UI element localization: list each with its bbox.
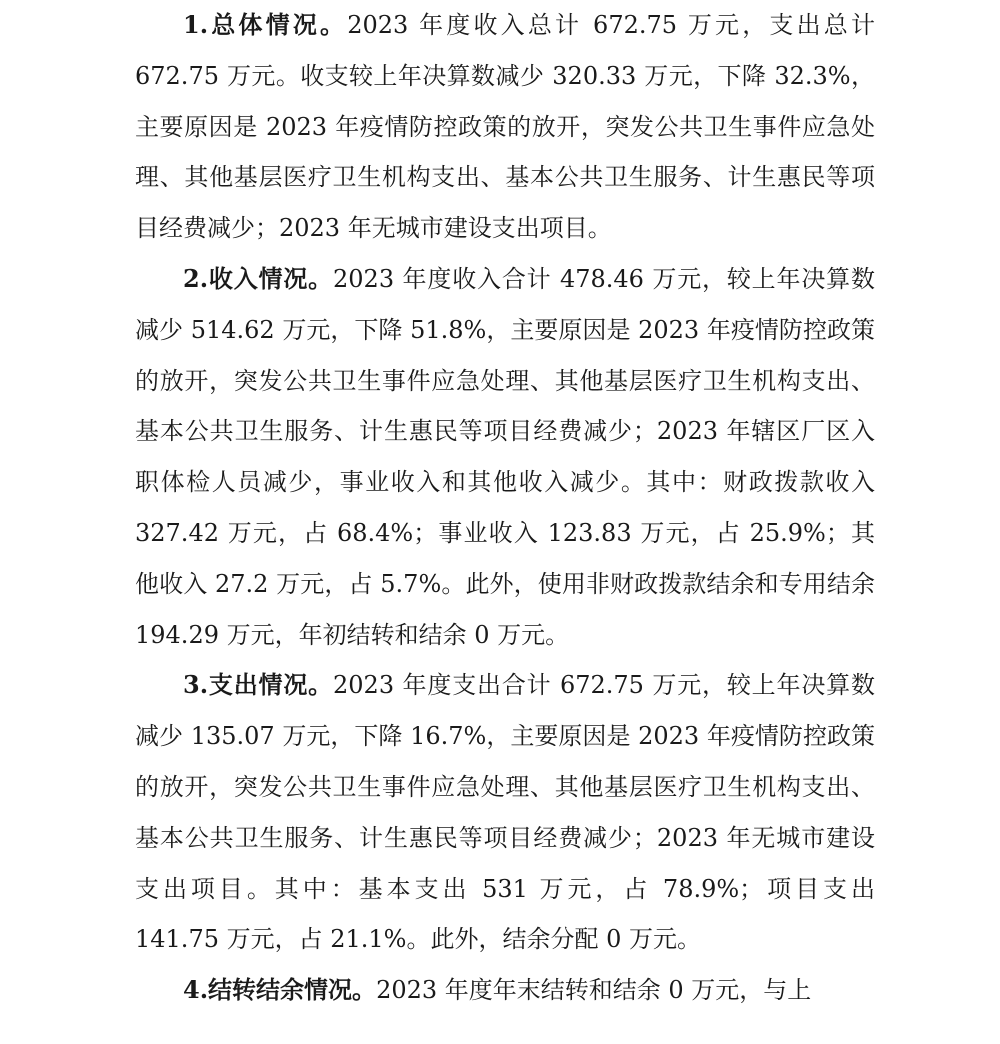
text-expenditure: 2023 年度支出合计 672.75 万元，较上年决算数减少 135.07 万元，下降 16.7%，主要原因是 2023 年疫情防控政策的放开，突发公共卫生事件应急处理、其他基层医疗卫生机构支出、基本公共卫生服务、计生惠民等项目经费减少；2023 年无城市建设支出项目。其中：基本支出 531 万元，占 78.9%；项目支出 141.75 万元，占 21.1%。此外，结余分配 0 万元。 bbox=[135, 671, 875, 954]
text-overall: 2023 年度收入总计 672.75 万元，支出总计 672.75 万元。收支较上年决算数减少 320.33 万元，下降 32.3%，主要原因是 2023 年疫情防控政策的放开，突发公共卫生事件应急处理、其他基层医疗卫生机构支出、基本公共卫生服务、计生惠民等项目经费减少；2023 年无城市建设支出项目。 bbox=[135, 11, 875, 243]
heading-balance: 4.结转结余情况。 bbox=[183, 975, 377, 1005]
heading-income: 2.收入情况。 bbox=[183, 263, 334, 293]
paragraph-balance bbox=[135, 965, 875, 1016]
document-body bbox=[135, 0, 875, 1016]
heading-overall: 1.总体情况。 bbox=[183, 10, 348, 39]
text-income: 2023 年度收入合计 478.46 万元，较上年决算数减少 514.62 万元，下降 51.8%，主要原因是 2023 年疫情防控政策的放开，突发公共卫生事件应急处理、其他基层医疗卫生机构支出、基本公共卫生服务、计生惠民等项目经费减少；2023 年辖区厂区入职体检人员减少，事业收入和其他收入减少。其中：财政拨款收入 327.42 万元，占 68.4%；事业收入 123.83 万元，占 25.9%；其他收入 27.2 万元，占 5.7%。此外，使用非财政拨款结余和专用结余 194.29 万元，年初结转和结余 0 万元。 bbox=[135, 264, 875, 649]
paragraph-income bbox=[135, 254, 875, 660]
heading-expenditure: 3.支出情况。 bbox=[183, 670, 334, 700]
text-balance: 2023 年度年末结转和结余 0 万元，与上 bbox=[376, 976, 812, 1005]
paragraph-overall bbox=[135, 0, 875, 254]
paragraph-expenditure bbox=[135, 660, 875, 965]
